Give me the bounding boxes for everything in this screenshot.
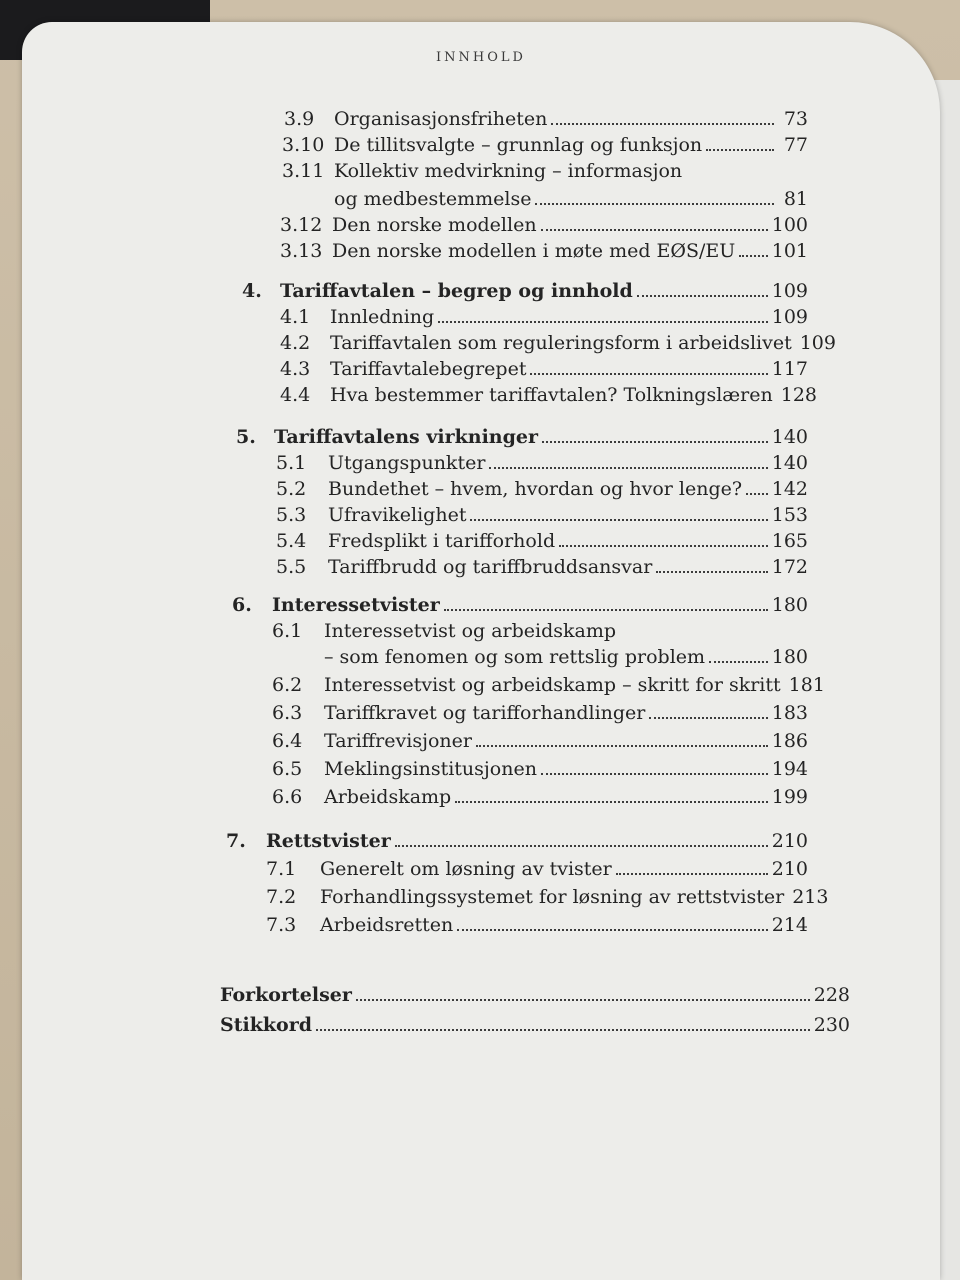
entry-title: De tillitsvalgte – grunnlag og funksjon <box>334 134 703 156</box>
entry-number: 6.5 <box>272 758 303 780</box>
entry-number: 5.2 <box>276 478 307 500</box>
chapter-number: 4. <box>242 280 262 302</box>
toc-entry-3-11 <box>282 160 808 182</box>
toc-chapter-5 <box>236 426 808 448</box>
toc-entry-4-1 <box>280 306 808 328</box>
dot-leader <box>476 745 768 747</box>
entry-number: 6.2 <box>272 674 303 696</box>
dot-leader <box>541 773 768 775</box>
dot-leader <box>706 149 774 151</box>
entry-page: 73 <box>783 108 808 130</box>
toc-entry-7-3 <box>266 914 808 936</box>
chapter-title: Tariffavtalen – begrep og innhold <box>280 280 633 302</box>
toc-entry-6-5 <box>272 758 808 780</box>
entry-title: Fredsplikt i tarifforhold <box>328 530 556 552</box>
dot-leader <box>551 123 774 125</box>
toc-entry-4-3 <box>280 358 808 380</box>
entry-page: 213 <box>792 886 829 908</box>
entry-title: Arbeidsretten <box>320 914 454 936</box>
chapter-title: Interessetvister <box>272 594 440 616</box>
chapter-page: 109 <box>771 280 808 302</box>
entry-number: 6.3 <box>272 702 303 724</box>
entry-page: 81 <box>783 188 808 210</box>
entry-title: Organisasjonsfriheten <box>334 108 548 130</box>
entry-number: 4.2 <box>280 332 311 354</box>
entry-title: Tariffkravet og tarifforhandlinger <box>324 702 646 724</box>
dot-leader <box>656 571 767 573</box>
toc-entry-5-4 <box>276 530 808 552</box>
dot-leader <box>616 873 768 875</box>
entry-page: 199 <box>771 786 808 808</box>
toc-entry-6-2 <box>272 674 825 696</box>
toc-forkortelser <box>220 984 850 1006</box>
table-of-contents <box>22 22 940 1280</box>
entry-title: Den norske modellen i møte med EØS/EU <box>332 240 736 262</box>
entry-page: 109 <box>799 332 836 354</box>
entry-page: 109 <box>771 306 808 328</box>
dot-leader <box>356 999 810 1001</box>
chapter-page: 210 <box>771 830 808 852</box>
entry-title: Tariffavtalen som reguleringsform i arbeidslivet <box>330 332 792 354</box>
entry-title: Tariffbrudd og tariffbruddsansvar <box>328 556 653 578</box>
entry-page: 101 <box>771 240 808 262</box>
dot-leader <box>455 801 768 803</box>
dot-leader <box>541 229 768 231</box>
dot-leader <box>739 255 767 257</box>
toc-entry-6-1-continued <box>324 646 808 668</box>
chapter-title: Tariffavtalens virkninger <box>274 426 538 448</box>
entry-number: 4.1 <box>280 306 311 328</box>
entry-number: 3.13 <box>280 240 323 262</box>
entry-page: 183 <box>771 702 808 724</box>
toc-entry-3-13 <box>280 240 808 262</box>
dot-leader <box>535 203 774 205</box>
dot-leader <box>438 321 768 323</box>
entry-page: 230 <box>813 1014 850 1036</box>
entry-title: Stikkord <box>220 1014 313 1036</box>
entry-number: 4.3 <box>280 358 311 380</box>
dot-leader <box>746 493 768 495</box>
dot-leader <box>559 545 768 547</box>
entry-number: 5.5 <box>276 556 307 578</box>
entry-number: 5.3 <box>276 504 307 526</box>
entry-title: Utgangspunkter <box>328 452 486 474</box>
entry-title: Innledning <box>330 306 435 328</box>
toc-entry-4-2 <box>280 332 836 354</box>
entry-page: 117 <box>771 358 808 380</box>
toc-entry-4-4 <box>280 384 817 406</box>
entry-page: 210 <box>771 858 808 880</box>
entry-title-continued: – som fenomen og som rettslig problem <box>324 646 706 668</box>
entry-number: 3.12 <box>280 214 323 236</box>
toc-entry-3-12 <box>280 214 808 236</box>
toc-entry-5-2 <box>276 478 808 500</box>
entry-page: 100 <box>771 214 808 236</box>
entry-page: 77 <box>783 134 808 156</box>
entry-page: 181 <box>788 674 825 696</box>
chapter-number: 5. <box>236 426 256 448</box>
chapter-number: 7. <box>226 830 246 852</box>
entry-number: 5.4 <box>276 530 307 552</box>
chapter-page: 140 <box>771 426 808 448</box>
entry-title: Forhandlingssystemet for løsning av rettstvister <box>320 886 785 908</box>
entry-title: Forkortelser <box>220 984 352 1006</box>
entry-title: Kollektiv medvirkning – informasjon <box>334 160 683 182</box>
entry-page: 172 <box>771 556 808 578</box>
toc-stikkord <box>220 1014 850 1036</box>
entry-page: 194 <box>771 758 808 780</box>
entry-title: Tariffavtalebegrepet <box>330 358 527 380</box>
entry-number: 3.9 <box>284 108 315 130</box>
toc-chapter-6 <box>232 594 808 616</box>
toc-entry-3-9 <box>284 108 808 130</box>
entry-number: 4.4 <box>280 384 311 406</box>
entry-number: 7.1 <box>266 858 297 880</box>
entry-title: Meklingsinstitusjonen <box>324 758 537 780</box>
dot-leader <box>489 467 767 469</box>
dot-leader <box>542 441 768 443</box>
entry-number: 3.10 <box>282 134 325 156</box>
entry-title: Bundethet – hvem, hvordan og hvor lenge? <box>328 478 743 500</box>
entry-number: 6.4 <box>272 730 303 752</box>
toc-entry-6-3 <box>272 702 808 724</box>
toc-entry-5-1 <box>276 452 808 474</box>
entry-number: 6.1 <box>272 620 303 642</box>
entry-title: Interessetvist og arbeidskamp – skritt for skritt <box>324 674 781 696</box>
entry-title: Hva bestemmer tariffavtalen? Tolkningslæren <box>330 384 773 406</box>
chapter-page: 180 <box>771 594 808 616</box>
entry-title-continued: og medbestemmelse <box>334 188 532 210</box>
entry-page: 186 <box>771 730 808 752</box>
entry-page: 153 <box>771 504 808 526</box>
toc-entry-5-5 <box>276 556 808 578</box>
entry-title: Ufravikelighet <box>328 504 467 526</box>
entry-number: 6.6 <box>272 786 303 808</box>
toc-chapter-7 <box>226 830 808 852</box>
entry-title: Interessetvist og arbeidskamp <box>324 620 617 642</box>
dot-leader <box>457 929 767 931</box>
dot-leader <box>709 661 768 663</box>
chapter-title: Rettstvister <box>266 830 391 852</box>
dot-leader <box>444 609 768 611</box>
toc-entry-6-4 <box>272 730 808 752</box>
toc-entry-7-1 <box>266 858 808 880</box>
toc-entry-6-1 <box>272 620 808 642</box>
dot-leader <box>395 845 768 847</box>
entry-title: Tariffrevisjoner <box>324 730 472 752</box>
entry-page: 128 <box>780 384 817 406</box>
entry-page: 142 <box>771 478 808 500</box>
toc-entry-5-3 <box>276 504 808 526</box>
chapter-number: 6. <box>232 594 252 616</box>
entry-number: 3.11 <box>282 160 325 182</box>
toc-entry-3-10 <box>282 134 808 156</box>
entry-page: 165 <box>771 530 808 552</box>
entry-title: Arbeidskamp <box>324 786 452 808</box>
toc-entry-6-6 <box>272 786 808 808</box>
entry-page: 180 <box>771 646 808 668</box>
toc-chapter-4 <box>242 280 808 302</box>
dot-leader <box>470 519 767 521</box>
dot-leader <box>637 295 768 297</box>
entry-page: 214 <box>771 914 808 936</box>
toc-entry-3-11-continued <box>334 188 808 210</box>
entry-title: Generelt om løsning av tvister <box>320 858 612 880</box>
dot-leader <box>649 717 767 719</box>
book-page <box>22 22 940 1280</box>
entry-page: 140 <box>771 452 808 474</box>
toc-entry-7-2 <box>266 886 829 908</box>
entry-number: 5.1 <box>276 452 307 474</box>
dot-leader <box>530 373 767 375</box>
dot-leader <box>316 1029 810 1031</box>
entry-page: 228 <box>813 984 850 1006</box>
running-head: INNHOLD <box>436 50 526 65</box>
entry-title: Den norske modellen <box>332 214 537 236</box>
entry-number: 7.2 <box>266 886 297 908</box>
entry-number: 7.3 <box>266 914 297 936</box>
